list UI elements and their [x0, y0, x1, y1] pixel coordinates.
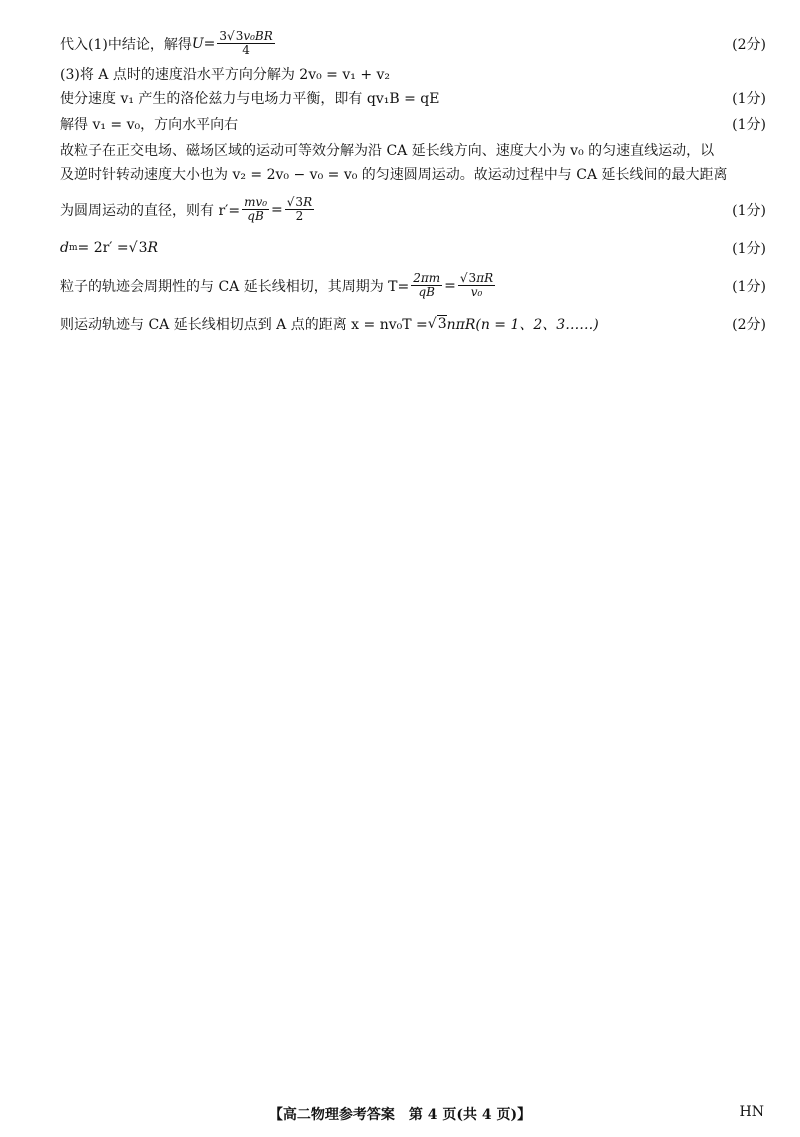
page-footer	[0, 1104, 800, 1122]
equals-sign: =	[271, 201, 283, 218]
fraction-denominator: qB	[418, 285, 435, 299]
answer-line-2	[60, 64, 766, 84]
score-label: (1分)	[732, 91, 766, 107]
answer-line-7	[60, 196, 766, 223]
fraction-numerator: mv₀	[244, 196, 268, 209]
line-tail: nπR(n = 1、2、3……)	[446, 317, 599, 333]
answer-line-6	[60, 164, 766, 184]
answer-line-5	[60, 140, 766, 160]
variable-r: R	[147, 240, 159, 256]
sqrt: √3	[427, 316, 447, 332]
line-text: 粒子的轨迹会周期性的与 CA 延长线相切，其周期为 T=	[60, 278, 410, 295]
line-text: 代入(1)中结论，解得	[60, 36, 192, 53]
line-text: 解得 v₁ = v₀，方向水平向右	[60, 117, 239, 133]
fraction-numerator: √3R	[286, 196, 313, 209]
footer-code: HN	[739, 1104, 764, 1120]
fraction	[285, 196, 314, 223]
answer-line-3	[60, 88, 766, 108]
answer-line-8	[60, 238, 766, 258]
fraction-numerator: 3√3v₀BR	[219, 30, 273, 43]
fraction-denominator: 4	[242, 43, 250, 57]
line-text: = 2r′ =	[77, 240, 129, 256]
score-label: (2分)	[732, 36, 766, 53]
line-text: 及逆时针转动速度大小也为 v₂ = 2v₀ − v₀ = v₀ 的匀速圆周运动。故运动过程中与 CA 延长线间的最大距离	[60, 167, 728, 183]
answer-line-4	[60, 114, 766, 134]
subscript: m	[68, 243, 78, 253]
fraction-numerator: 2πm	[413, 272, 441, 285]
score-label: (1分)	[732, 241, 766, 257]
score-label: (1分)	[732, 202, 766, 219]
fraction	[217, 30, 274, 57]
fraction-denominator: 2	[295, 209, 304, 223]
line-text: 为圆周运动的直径，则有 r′=	[60, 202, 241, 219]
fraction	[411, 272, 442, 299]
sqrt: √3	[128, 240, 148, 256]
equals-sign: =	[444, 277, 456, 294]
line-text: 使分速度 v₁ 产生的洛伦兹力与电场力平衡，即有 qv₁B = qE	[60, 91, 440, 107]
score-label: (1分)	[732, 117, 766, 133]
fraction	[458, 272, 495, 299]
line-text: 故粒子在正交电场、磁场区域的运动可等效分解为沿 CA 延长线方向、速度大小为 v₀ 的匀速直线运动，以	[60, 143, 715, 159]
footer-title: 【高二物理参考答案 第 4 页(共 4 页)】	[268, 1107, 532, 1123]
answer-line-1	[60, 30, 766, 57]
answer-line-10	[60, 314, 766, 334]
score-label: (2分)	[732, 317, 766, 333]
fraction-denominator: qB	[247, 209, 264, 223]
answer-line-9	[60, 272, 766, 299]
line-text: 则运动轨迹与 CA 延长线相切点到 A 点的距离 x = nv₀T =	[60, 317, 428, 333]
line-text: (3)将 A 点时的速度沿水平方向分解为 2v₀ = v₁ + v₂	[60, 67, 391, 83]
variable-d: d	[60, 240, 69, 256]
variable-u: U	[191, 35, 204, 52]
fraction	[242, 196, 269, 223]
equals-sign: =	[203, 35, 216, 52]
fraction-numerator: √3πR	[459, 272, 494, 285]
fraction-denominator: v₀	[470, 285, 483, 299]
score-label: (1分)	[732, 278, 766, 295]
